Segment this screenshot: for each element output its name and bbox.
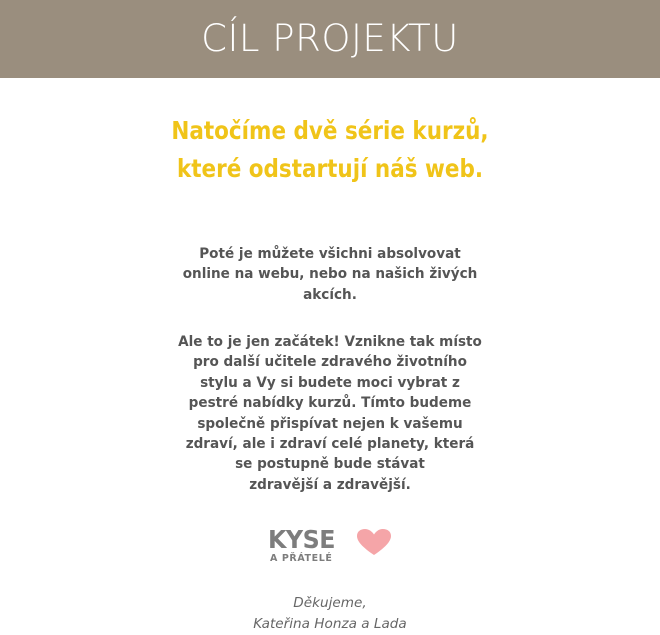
paragraph-line: stylu a Vy si budete moci vybrat z [200, 373, 460, 391]
headline [46, 112, 614, 188]
paragraph-intro [144, 244, 516, 305]
paragraph-vision [144, 332, 516, 495]
paragraph-line: pestré nabídky kurzů. Tímto budeme [188, 394, 472, 412]
headline-line-1: Natočíme dvě série kurzů, [171, 116, 489, 145]
logo-subtitle: A PŘÁTELÉ [270, 553, 333, 564]
section-title: CÍL PROJEKTU [201, 16, 459, 60]
header-banner [0, 0, 660, 78]
signoff-thanks: Děkujeme, [293, 595, 367, 611]
heart-icon [356, 528, 392, 556]
kyse-logo [268, 526, 392, 566]
paragraph-line: zdravější a zdravější. [249, 475, 411, 493]
paragraph-line: online na webu, nebo na našich živých [182, 265, 478, 283]
paragraph-line: akcích. [303, 285, 357, 303]
paragraph-line: Poté je můžete všichni absolvovat [199, 245, 461, 262]
signoff-names: Kateřina Honza a Lada [253, 616, 407, 632]
logo-wordmark: KYSE [268, 525, 336, 554]
paragraph-line: pro další učitele zdravého životního [193, 353, 467, 371]
headline-line-2: které odstartují náš web. [176, 154, 484, 183]
paragraph-line: společně přispívat nejen k vašemu [197, 414, 463, 432]
paragraph-line: zdraví, ale i zdraví celé planety, která [185, 435, 475, 453]
paragraph-line: se postupně bude stávat [235, 455, 425, 473]
paragraph-line: Ale to je jen začátek! Vznikne tak místo [178, 333, 482, 350]
